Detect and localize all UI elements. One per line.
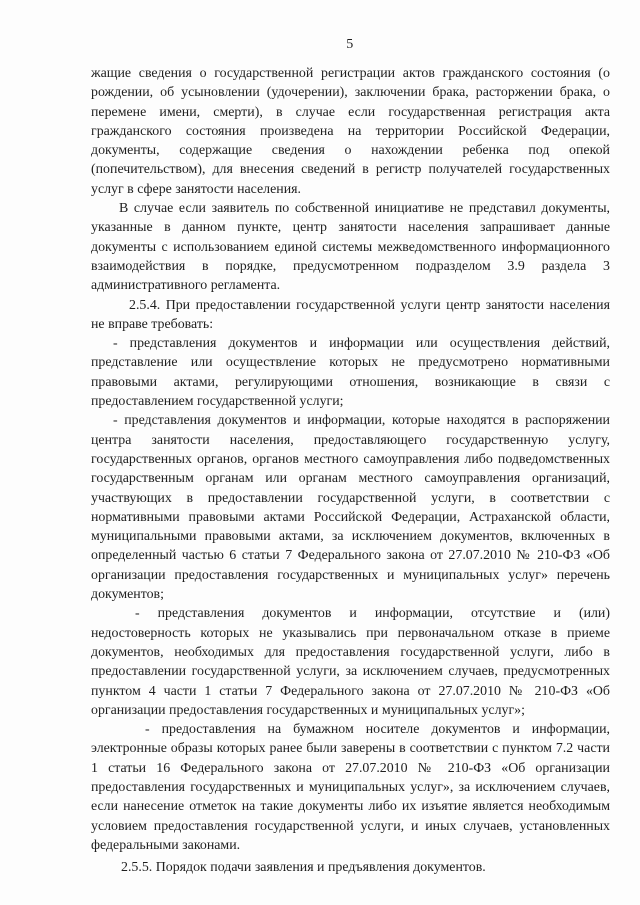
paragraph-interagency-request: В случае если заявитель по собственной инициативе не представил документы, указанные в данном пункте, центр занятости населения запрашивает данные документы с использованием единой системы межведомственного информационного взаимодействия в порядке, предусмотренном подразделом 3.9 раздела 3 административного регламента. bbox=[91, 201, 610, 294]
list-item-paper-documents: - предоставления на бумажном носителе документов и информации, электронные образы которых ранее были заверены в соответствии с пунктом 7.2 части 1 статьи 16 Федерального закона от 27.07.2010 № 210-ФЗ «Об организации предоставления государственных и муниципальных услуг», за исключением случаев, если нанесение отметок на такие документы либо их изъятие является необходимым условием предоставления государственной услуги, и иных случаев, установленных федеральными законами. bbox=[91, 722, 610, 853]
list-item-documents-actions: - представления документов и информации или осуществления действий, представление или осуществление которых не предусмотрено нормативными правовыми актами, регулирующими отношения, возникающие в связи с предоставлением государственной услуги; bbox=[91, 336, 610, 410]
paragraph-continuation: жащие сведения о государственной регистрации актов гражданского состояния (о рождении, об усыновлении (удочерении), заключении брака, расторжении брака, о перемене имени, смерти), в случае если государственная регистрация акта гражданского состояния произведена на территории Российской Федерации, документы, содержащие сведения о нахождении ребенка под опекой (попечительством), для внесения сведений в регистр получателей государственных услуг в сфере занятости населения. bbox=[91, 66, 610, 197]
page-number: 5 bbox=[346, 37, 354, 52]
list-item-documents-held: - представления документов и информации, которые находятся в распоряжении центра занятости населения, предоставляющего государственную услугу, государственных органов, органов местного самоуправления либо подведомственных государственным органам или органам местного самоуправления организаций, участвующих в предоставлении государственной услуги, в соответствии с нормативными правовыми актами Российской Федерации, Астраханской области, муниципальными правовыми актами, за исключением документов, включенных в определенный частью 6 статьи 7 Федерального закона от 27.07.2010 № 210-ФЗ «Об организации предоставления государственных и муниципальных услуг» перечень документов; bbox=[91, 413, 610, 603]
list-item-documents-not-indicated: - представления документов и информации, отсутствие и (или) недостоверность которых не указывались при первоначальном отказе в приеме документов, необходимых для предоставления государственной услуги, либо в предоставлении государственной услуги, за исключением случаев, предусмотренных пунктом 4 части 1 статьи 7 Федерального закона от 27.07.2010 № 210-ФЗ «Об организации предоставления государственных и муниципальных услуг»; bbox=[91, 606, 610, 718]
section-2-5-4-heading: 2.5.4. При предоставлении государственной услуги центр занятости населения не вправе требовать: bbox=[91, 297, 610, 332]
section-2-5-5-heading: 2.5.5. Порядок подачи заявления и предъявления документов. bbox=[121, 860, 486, 876]
document-body bbox=[91, 64, 610, 877]
